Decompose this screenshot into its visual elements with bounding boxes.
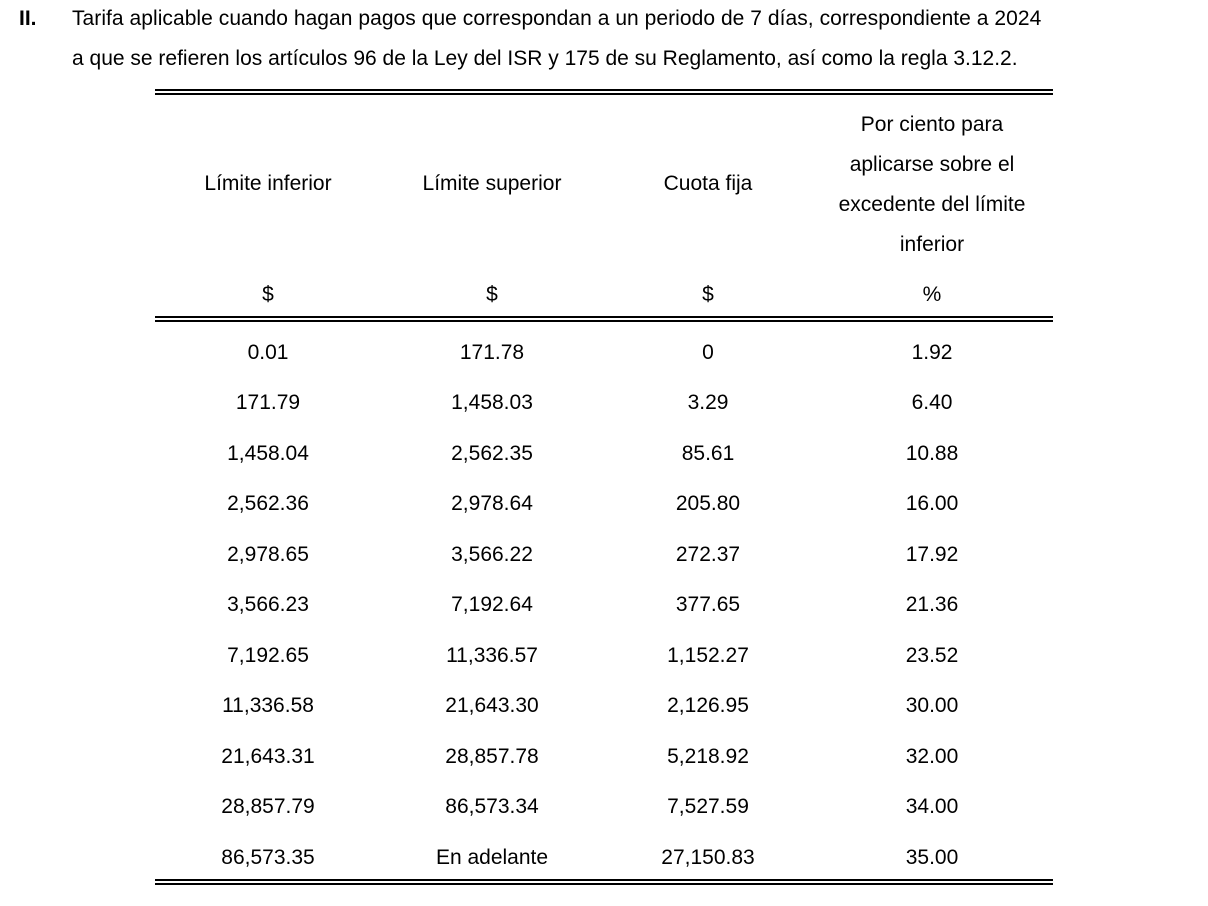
cell-cuota-fija: 85.61 bbox=[681, 442, 735, 465]
unit-limite-superior: $ bbox=[486, 283, 498, 306]
table-row bbox=[0, 530, 1208, 580]
cell-limite-inferior: 86,573.35 bbox=[221, 846, 315, 869]
table-row bbox=[0, 833, 1208, 883]
cell-por-ciento: 35.00 bbox=[905, 846, 959, 869]
unit-cuota-fija: $ bbox=[702, 283, 714, 306]
heading-text-line-1: Tarifa aplicable cuando hagan pagos que correspondan a un periodo de 7 días, correspondiente a 2024 bbox=[72, 7, 1042, 30]
cell-limite-inferior: 171.79 bbox=[235, 391, 301, 414]
unit-por-ciento: % bbox=[922, 283, 942, 306]
cell-por-ciento: 1.92 bbox=[911, 341, 953, 364]
cell-limite-superior: 11,336.57 bbox=[446, 644, 538, 667]
cell-por-ciento: 16.00 bbox=[905, 492, 959, 515]
table-row bbox=[0, 378, 1208, 428]
cell-cuota-fija: 0 bbox=[702, 341, 714, 364]
header-limite-inferior: Límite inferior bbox=[204, 172, 332, 195]
header-por-ciento-line-4: inferior bbox=[899, 233, 965, 256]
table-row bbox=[0, 479, 1208, 529]
cell-por-ciento: 17.92 bbox=[905, 543, 959, 566]
cell-limite-superior: 2,978.64 bbox=[451, 492, 533, 515]
cell-por-ciento: 32.00 bbox=[905, 745, 959, 768]
cell-limite-superior: 1,458.03 bbox=[451, 391, 533, 414]
table-row bbox=[0, 732, 1208, 782]
cell-limite-inferior: 11,336.58 bbox=[222, 694, 314, 717]
cell-limite-inferior: 0.01 bbox=[247, 341, 289, 364]
cell-limite-superior: 171.78 bbox=[459, 341, 525, 364]
table-top-double-rule bbox=[155, 89, 1053, 95]
cell-por-ciento: 23.52 bbox=[905, 644, 959, 667]
cell-por-ciento: 30.00 bbox=[905, 694, 959, 717]
header-cuota-fija: Cuota fija bbox=[663, 172, 753, 195]
cell-cuota-fija: 272.37 bbox=[675, 543, 741, 566]
cell-cuota-fija: 3.29 bbox=[687, 391, 729, 414]
header-por-ciento-line-1: Por ciento para bbox=[860, 113, 1004, 136]
header-limite-superior: Límite superior bbox=[422, 172, 562, 195]
heading-text-line-2: a que se refieren los artículos 96 de la Ley del ISR y 175 de su Reglamento, así como la regla 3.12.2. bbox=[72, 47, 1018, 70]
cell-por-ciento: 10.88 bbox=[905, 442, 959, 465]
cell-cuota-fija: 5,218.92 bbox=[667, 745, 749, 768]
section-number: II. bbox=[19, 7, 37, 30]
unit-limite-inferior: $ bbox=[262, 283, 274, 306]
cell-limite-inferior: 28,857.79 bbox=[221, 795, 315, 818]
header-bottom-double-rule bbox=[155, 316, 1053, 322]
cell-limite-superior: 2,562.35 bbox=[451, 442, 533, 465]
cell-limite-inferior: 1,458.04 bbox=[227, 442, 309, 465]
cell-por-ciento: 21.36 bbox=[905, 593, 959, 616]
table-row bbox=[0, 631, 1208, 681]
cell-limite-superior: 3,566.22 bbox=[451, 543, 533, 566]
cell-cuota-fija: 377.65 bbox=[675, 593, 741, 616]
cell-cuota-fija: 1,152.27 bbox=[667, 644, 749, 667]
cell-limite-inferior: 7,192.65 bbox=[227, 644, 309, 667]
cell-por-ciento: 6.40 bbox=[911, 391, 953, 414]
header-por-ciento-line-2: aplicarse sobre el bbox=[849, 153, 1015, 176]
table-row bbox=[0, 580, 1208, 630]
cell-limite-superior: 7,192.64 bbox=[451, 593, 533, 616]
header-por-ciento bbox=[813, 105, 1051, 265]
cell-cuota-fija: 7,527.59 bbox=[667, 795, 749, 818]
table-bottom-double-rule bbox=[155, 879, 1053, 885]
cell-cuota-fija: 27,150.83 bbox=[661, 846, 755, 869]
table-row bbox=[0, 681, 1208, 731]
cell-limite-inferior: 3,566.23 bbox=[227, 593, 309, 616]
header-por-ciento-line-3: excedente del límite bbox=[838, 193, 1026, 216]
cell-limite-superior: 21,643.30 bbox=[445, 694, 539, 717]
cell-limite-superior: En adelante bbox=[435, 846, 549, 869]
table-row bbox=[0, 429, 1208, 479]
cell-cuota-fija: 205.80 bbox=[675, 492, 741, 515]
cell-limite-superior: 28,857.78 bbox=[445, 745, 539, 768]
table-row bbox=[0, 328, 1208, 378]
table-row bbox=[0, 782, 1208, 832]
cell-limite-inferior: 2,978.65 bbox=[227, 543, 309, 566]
cell-limite-inferior: 21,643.31 bbox=[221, 745, 315, 768]
cell-por-ciento: 34.00 bbox=[905, 795, 959, 818]
cell-limite-superior: 86,573.34 bbox=[445, 795, 539, 818]
cell-cuota-fija: 2,126.95 bbox=[667, 694, 749, 717]
cell-limite-inferior: 2,562.36 bbox=[227, 492, 309, 515]
